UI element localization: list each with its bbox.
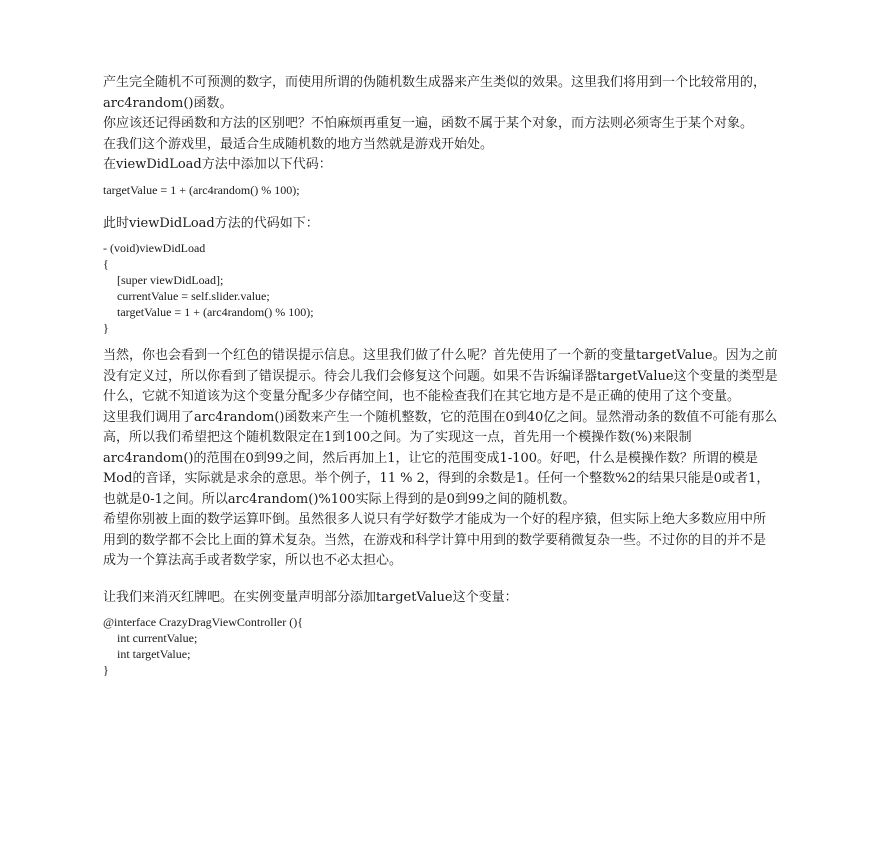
code-line-target-value: targetValue = 1 + (arc4random() % 100); — [103, 182, 300, 197]
code-line: int targetValue; — [117, 647, 191, 661]
document-body — [103, 73, 778, 678]
code-line: targetValue = 1 + (arc4random() % 100); — [117, 305, 314, 319]
code-line: [super viewDidLoad]; — [117, 273, 224, 287]
code-block-viewdidload — [103, 240, 778, 336]
paragraph-viewdidload-intro: 此时viewDidLoad方法的代码如下： — [103, 215, 319, 231]
code-line: - (void)viewDidLoad — [103, 241, 206, 255]
paragraph-math-reassurance: 希望你别被上面的数学运算吓倒。虽然很多人说只有学好数学才能成为一个好的程序猿，但实际上绝大多数应用中所用到的数学都不会比上面的算术复杂。当然，在游戏和科学计算中用到的数学要稍微复杂一些。不过你的目的并不是成为一个算法高手或者数学家，所以也不必太担心。 — [103, 512, 767, 568]
paragraph-error-explanation: 当然，你也会看到一个红色的错误提示信息。这里我们做了什么呢？首先使用了一个新的变量targetValue。因为之前没有定义过，所以你看到了错误提示。待会儿我们会修复这个问题。如果不告诉编译器targetValue这个变量的类型是什么，它就不知道该为这个变量分配多少存储空间，也不能检查我们在其它地方是不是正确的使用了这个变量。 — [103, 348, 778, 404]
code-line: int currentValue; — [117, 631, 198, 645]
paragraph-add-code-intro: 在viewDidLoad方法中添加以下代码： — [103, 157, 332, 172]
paragraph-arc4random-explanation: 这里我们调用了arc4random()函数来产生一个随机整数，它的范围在0到40亿之间。显然滑动条的数值不可能有那么高，所以我们希望把这个随机数限定在1到100之间。为了实现这一点，首先用一个模操作数(%)来限制arc4random()的范围在0到99之间，然后再加上1，让它的范围变成1-100。好吧，什么是模操作数？所谓的模是Mod的音译，实际就是求余的意思。举个例子，11 % 2，得到的余数是1。任何一个整数%2的结果只能是0或者1，也就是0-1之间。所以arc4random()%100实际上得到的是0到99之间的随机数。 — [103, 409, 778, 507]
code-block-interface — [103, 614, 778, 678]
code-line: } — [103, 663, 109, 677]
code-line: { — [103, 257, 109, 271]
paragraph-random-intro: 产生完全随机不可预测的数字，而使用所谓的伪随机数生成器来产生类似的效果。这里我们将用到一个比较常用的，arc4random()函数。 — [103, 75, 767, 111]
code-line: @interface CrazyDragViewController (){ — [103, 615, 304, 629]
paragraph-function-vs-method: 你应该还记得函数和方法的区别吧？不怕麻烦再重复一遍，函数不属于某个对象，而方法则必须寄生于某个对象。 — [103, 116, 754, 131]
paragraph-instance-variable-intro: 让我们来消灭红牌吧。在实例变量声明部分添加targetValue这个变量： — [103, 589, 518, 605]
code-line: currentValue = self.slider.value; — [117, 289, 270, 303]
code-line: } — [103, 321, 109, 335]
paragraph-where-to-generate: 在我们这个游戏里，最适合生成随机数的地方当然就是游戏开始处。 — [103, 136, 494, 152]
